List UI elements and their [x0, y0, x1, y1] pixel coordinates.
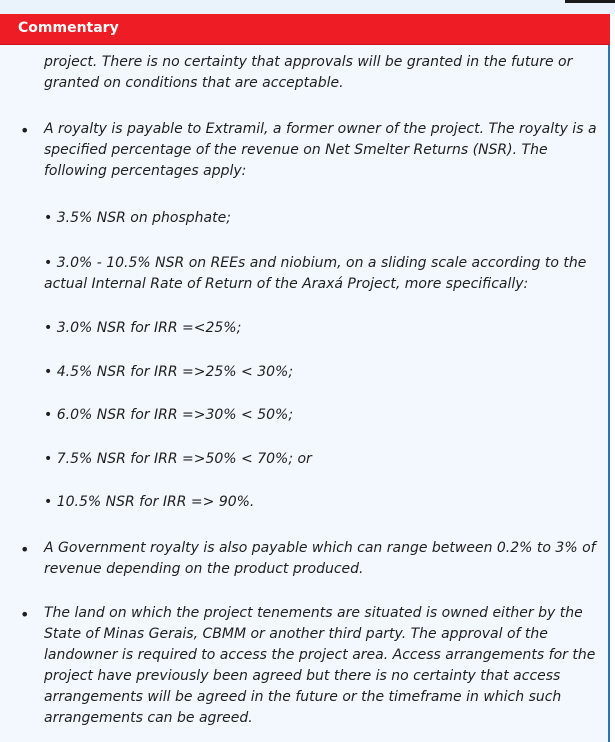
irr-tier-item: • 4.5% NSR for IRR =>25% < 30%; — [44, 364, 294, 380]
phosphate-item: • 3.5% NSR on phosphate; — [44, 210, 231, 226]
commentary-header — [0, 14, 610, 45]
bullet-icon: • — [20, 540, 30, 559]
government-royalty-text: A Government royalty is also payable which can range between 0.2% to 3% of revenue depending on the product produced. — [44, 540, 596, 577]
irr-tier-item: • 6.0% NSR for IRR =>30% < 50%; — [44, 407, 294, 423]
top-strip — [0, 0, 615, 14]
header-title: Commentary — [18, 20, 119, 36]
land-access-text: The land on which the project tenements are situated is owned either by the State of Minas Gerais, CBMM or another third party. The approval of the landowner is required to access the project area. Access arrangements for the project have previously been agreed but there is no certainty that access arrangements will be agreed in the future or the timeframe in which such arrangements can be agreed. — [44, 605, 596, 726]
irr-tier-item: • 7.5% NSR for IRR =>50% < 70%; or — [44, 451, 312, 467]
bullet-icon: • — [20, 121, 30, 140]
irr-tier-item: • 10.5% NSR for IRR => 90%. — [44, 494, 255, 510]
ree-niobium-item: • 3.0% - 10.5% NSR on REEs and niobium, on a sliding scale according to the actual Internal Rate of Return of the Araxá Project, more specifically: — [44, 255, 587, 292]
royalty-intro-text: A royalty is payable to Extramil, a former owner of the project. The royalty is a specified percentage of the revenue on Net Smelter Returns (NSR). The following percentages apply: — [44, 121, 597, 179]
irr-tier-item: • 3.0% NSR for IRR =<25%; — [44, 320, 242, 336]
commentary-panel — [0, 45, 610, 742]
bullet-icon: • — [20, 605, 30, 624]
top-strip-mark — [565, 0, 615, 3]
continuation-text: project. There is no certainty that approvals will be granted in the future or granted on conditions that are acceptable. — [44, 54, 573, 91]
